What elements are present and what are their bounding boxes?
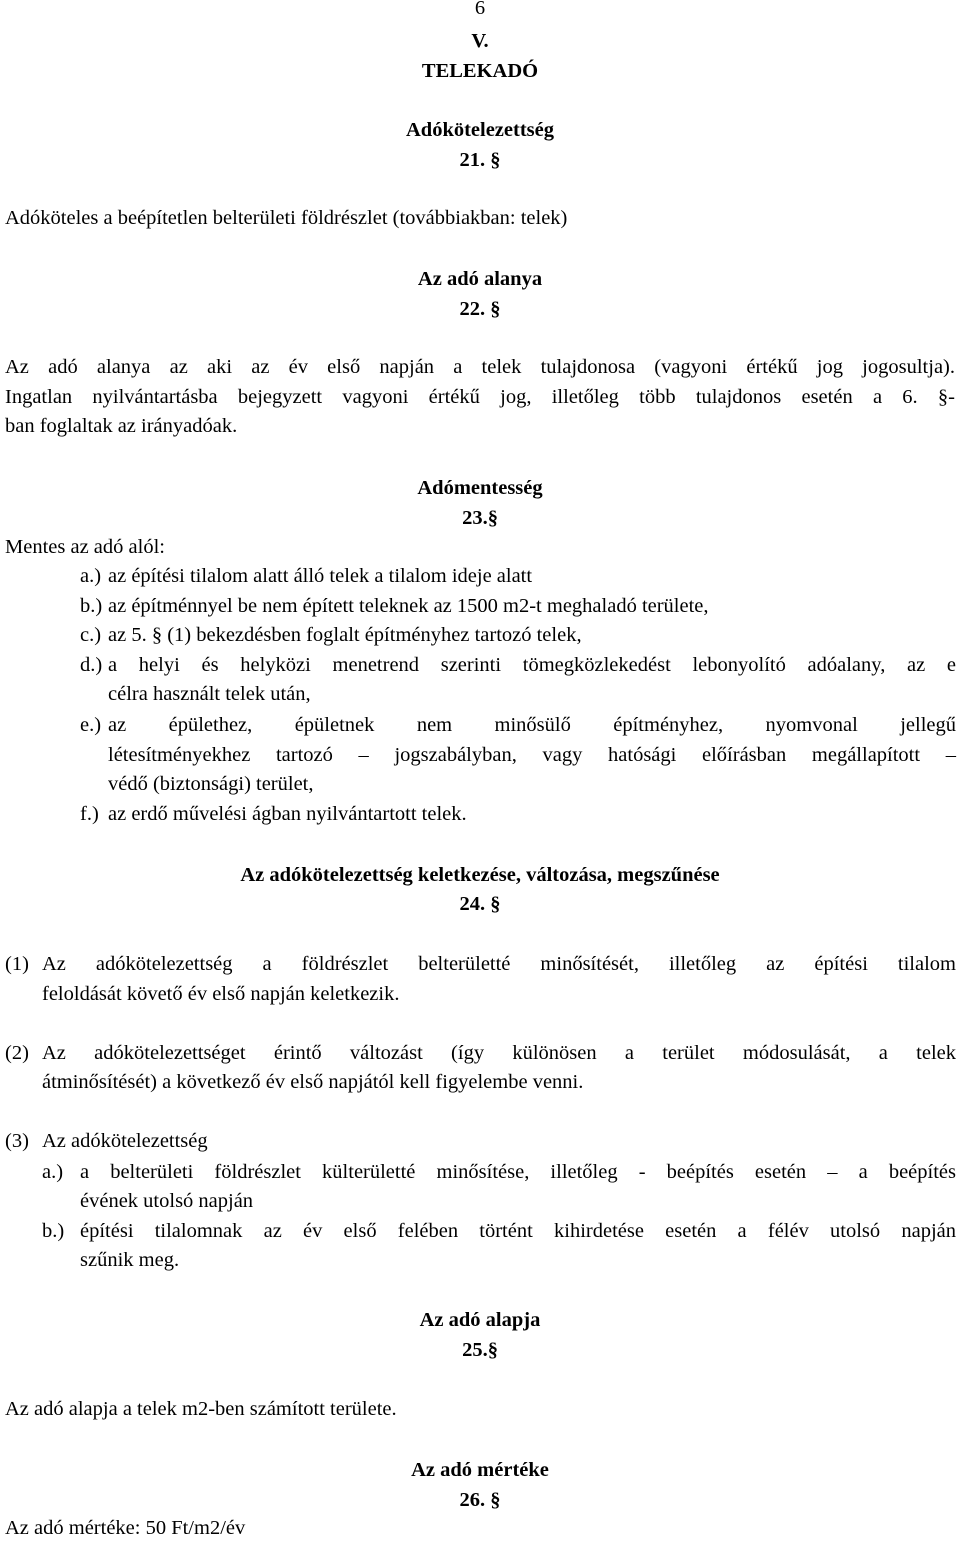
list-item-text: építési tilalomnak az év első felében történt kihirdetése esetén a félév utolsó napján: [80, 1220, 956, 1242]
section-23-number: 23.§: [462, 507, 498, 529]
paragraph-mark: (3): [5, 1130, 29, 1152]
paragraph-mark: (1): [5, 953, 29, 975]
section-21-number: 21. §: [459, 149, 501, 171]
section-25-heading: Az adó alapja: [419, 1309, 541, 1331]
paragraph-mark: (2): [5, 1042, 29, 1064]
section-23-intro: Mentes az adó alól:: [5, 536, 165, 558]
list-item-text: az építési tilalom alatt álló telek a tilalom ideje alatt: [108, 565, 533, 587]
list-item-mark: f.): [80, 803, 99, 825]
paragraph-text: Az adókötelezettséget érintő változást (így különösen a terület módosulását, a telek: [42, 1042, 956, 1064]
section-21-text: Adóköteles a beépítetlen belterületi földrészlet (továbbiakban: telek): [5, 207, 568, 229]
section-21-heading: Adókötelezettség: [405, 119, 554, 141]
list-item-mark: c.): [80, 624, 102, 646]
list-item-text: a helyi és helyközi menetrend szerinti tömegközlekedést lebonyolító adóalany, az e: [108, 654, 956, 676]
chapter-title: TELEKADÓ: [421, 60, 539, 82]
section-22-line: ban foglaltak az irányadóak.: [5, 415, 238, 437]
section-25-text: Az adó alapja a telek m2-ben számított területe.: [5, 1398, 397, 1420]
list-item-text: védő (biztonsági) terület,: [108, 773, 314, 795]
list-item-text: az erdő művelési ágban nyilvántartott telek.: [108, 803, 467, 825]
list-item-mark: b.): [42, 1220, 65, 1242]
list-item-mark: d.): [80, 654, 103, 676]
paragraph-text: feloldását követő év első napján keletkezik.: [42, 983, 400, 1005]
section-24-number: 24. §: [459, 893, 501, 915]
list-item-text: a belterületi földrészlet külterületté minősítése, illetőleg - beépítés esetén – a beépítés: [80, 1161, 956, 1183]
list-item-text: az 5. § (1) bekezdésben foglalt építményhez tartozó telek,: [108, 624, 582, 646]
section-24-heading: Az adókötelezettség keletkezése, változása, megszűnése: [240, 864, 720, 886]
list-item-mark: e.): [80, 714, 102, 736]
list-item-mark: b.): [80, 595, 103, 617]
section-22-line: Az adó alanya az aki az év első napján a telek tulajdonosa (vagyoni értékű jog jogosultja).: [5, 356, 955, 378]
chapter-roman: V.: [471, 30, 489, 52]
section-22-line: Ingatlan nyilvántartásba bejegyzett vagyoni értékű jog, illetőleg több tulajdonos esetén a 6. §-: [5, 386, 955, 408]
section-22-heading: Az adó alanya: [417, 268, 543, 290]
list-item-mark: a.): [80, 565, 102, 587]
paragraph-text: Az adókötelezettség: [42, 1130, 208, 1152]
list-item-text: szűnik meg.: [80, 1249, 180, 1271]
paragraph-text: Az adókötelezettség a földrészlet belterületté minősítését, illetőleg az építési tilalom: [42, 953, 956, 975]
section-25-number: 25.§: [462, 1339, 498, 1361]
list-item-text: évének utolsó napján: [80, 1190, 254, 1212]
list-item-text: az építménnyel be nem épített teleknek az 1500 m2-t meghaladó területe,: [108, 595, 709, 617]
section-26-heading: Az adó mértéke: [411, 1459, 549, 1481]
page-number: 6: [474, 0, 486, 19]
section-26-text: Az adó mértéke: 50 Ft/m2/év: [5, 1517, 246, 1539]
list-item-text: célra használt telek után,: [108, 683, 311, 705]
section-26-number: 26. §: [459, 1489, 501, 1511]
paragraph-text: átminősítését) a következő év első napjától kell figyelembe venni.: [42, 1071, 584, 1093]
list-item-text: az épülethez, épületnek nem minősülő építményhez, nyomvonal jellegű: [108, 714, 956, 736]
list-item-mark: a.): [42, 1161, 64, 1183]
section-22-number: 22. §: [459, 298, 501, 320]
list-item-text: létesítményekhez tartozó – jogszabályban, vagy hatósági előírásban megállapított –: [108, 744, 956, 766]
section-23-heading: Adómentesség: [417, 477, 543, 499]
